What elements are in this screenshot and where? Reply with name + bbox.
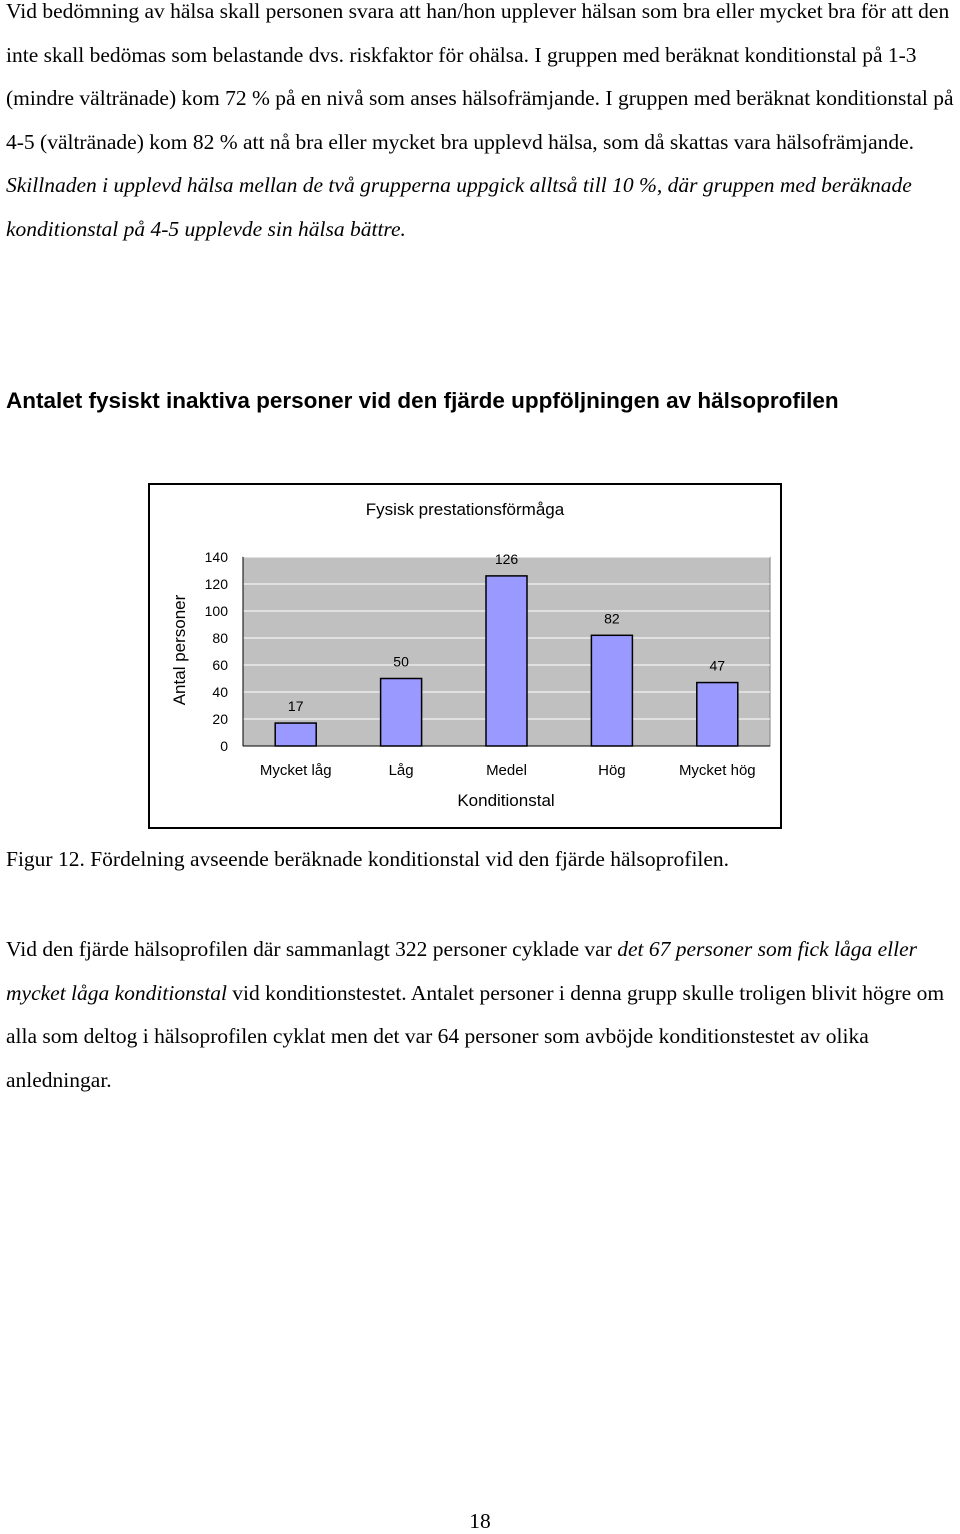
x-tick-label: Hög [598,762,626,779]
y-tick-label: 40 [212,684,228,700]
plot-area [205,549,770,779]
body-paragraph-2 [6,928,956,1102]
data-label: 82 [604,610,620,627]
y-tick-label: 120 [204,576,228,592]
y-tick-label: 20 [212,711,228,727]
page-number: 18 [469,1509,491,1533]
data-label: 50 [393,653,409,670]
bar [381,679,422,747]
x-tick-label: Medel [486,762,527,779]
x-tick-label: Mycket hög [678,762,756,779]
body-paragraph-1 [6,0,956,251]
bar-chart [148,483,782,829]
data-label: 126 [494,550,519,567]
chart-svg [150,485,780,827]
bar [591,635,632,746]
x-tick-label: Låg [388,762,414,779]
y-tick-label: 140 [204,549,228,565]
paragraph-2-text-b: vid konditionstestet. Antalet personer i denna grupp skulle troligen blivit högre om alla som deltog i hälsoprofilen cyklat men det var 64 personer som avböjde konditionstestet av olika anledningar. [6,980,945,1092]
y-axis-label: Antal personer [170,594,189,706]
y-tick-label: 0 [220,738,228,754]
paragraph-2-text-a: Vid den fjärde hälsoprofilen där sammanlagt 322 personer cyklade var [6,937,618,961]
x-tick-label: Mycket låg [259,762,332,779]
data-label: 17 [287,698,304,715]
bar [275,723,316,746]
bar [697,683,738,746]
paragraph-1-text: Vid bedömning av hälsa skall personen svara att han/hon upplever hälsan som bra eller mycket bra för att den inte skall bedömas som belastande dvs. riskfaktor för ohälsa. I gruppen med beräknat konditionstal på 1-3 (mindre vältränade) kom 72 % på en nivå som anses hälsofrämjande. I gruppen med beräknat konditionstal på 4-5 (vältränade) kom 82 % att nå bra eller mycket bra upplevd hälsa, som då skattas vara hälsofrämjande. [6,0,954,154]
paragraph-2-italic: det 67 personer som fick låga eller mycket låga konditionstal [6,937,918,1005]
bar [486,576,527,746]
data-label: 47 [709,657,726,674]
paragraph-1-italic: Skillnaden i upplevd hälsa mellan de två grupperna uppgick alltså till 10 %, där gruppen med beräknade konditionstal på 4-5 upplevde sin hälsa bättre. [6,173,912,241]
chart-title: Fysisk prestationsförmåga [365,500,565,519]
x-axis-label: Konditionstal [457,791,555,810]
y-tick-label: 60 [212,657,228,673]
y-tick-label: 100 [204,603,228,619]
y-tick-label: 80 [212,630,228,646]
figure-caption: Figur 12. Fördelning avseende beräknade konditionstal vid den fjärde hälsoprofilen. [6,847,730,871]
section-heading: Antalet fysiskt inaktiva personer vid den fjärde uppföljningen av hälsoprofilen [6,388,839,413]
